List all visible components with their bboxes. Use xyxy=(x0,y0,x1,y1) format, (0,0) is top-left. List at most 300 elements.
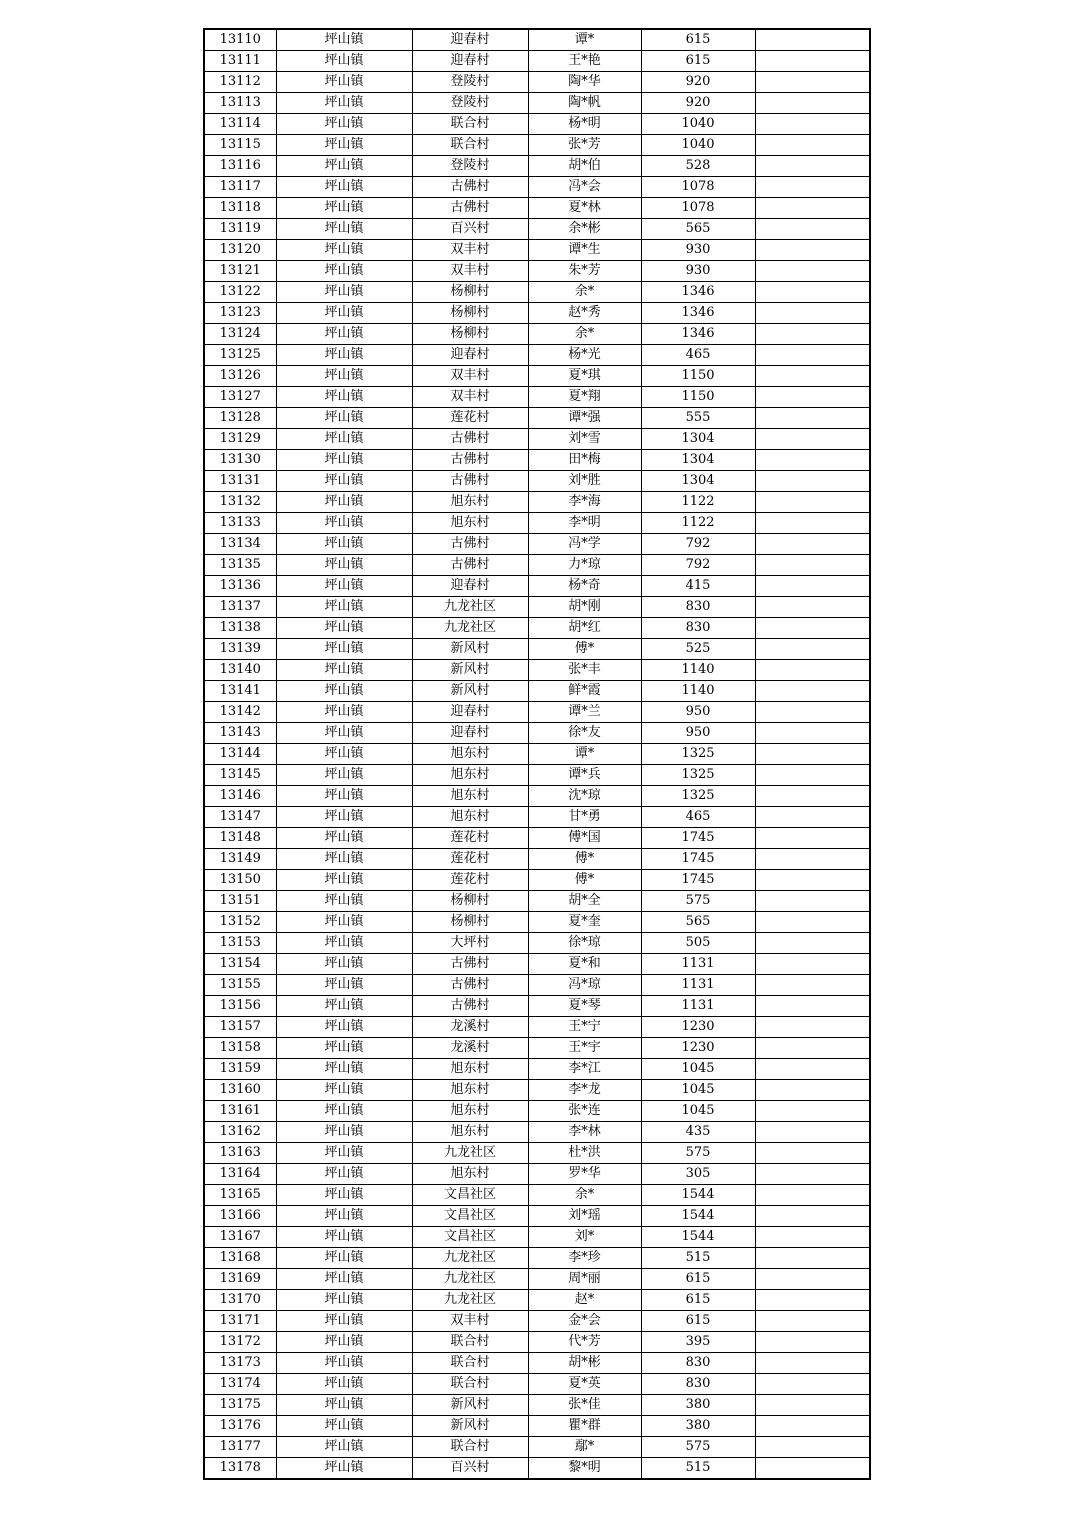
town-cell: 坪山镇 xyxy=(276,51,412,72)
name-cell: 李*林 xyxy=(528,1122,641,1143)
town-cell: 坪山镇 xyxy=(276,261,412,282)
town-cell: 坪山镇 xyxy=(276,1290,412,1311)
remark-cell xyxy=(755,1395,870,1416)
village-cell: 九龙社区 xyxy=(412,1248,528,1269)
name-cell: 鄢* xyxy=(528,1437,641,1458)
table-row xyxy=(204,702,870,723)
table-row xyxy=(204,429,870,450)
name-cell: 张*佳 xyxy=(528,1395,641,1416)
table-row xyxy=(204,1101,870,1122)
town-cell: 坪山镇 xyxy=(276,282,412,303)
village-cell: 登陵村 xyxy=(412,93,528,114)
remark-cell xyxy=(755,492,870,513)
table-row xyxy=(204,1143,870,1164)
amount-cell: 1140 xyxy=(641,681,755,702)
town-cell: 坪山镇 xyxy=(276,1017,412,1038)
town-cell: 坪山镇 xyxy=(276,1437,412,1458)
table-row xyxy=(204,1206,870,1227)
town-cell: 坪山镇 xyxy=(276,597,412,618)
name-cell: 杨*明 xyxy=(528,114,641,135)
town-cell: 坪山镇 xyxy=(276,1143,412,1164)
amount-cell: 1040 xyxy=(641,114,755,135)
amount-cell: 830 xyxy=(641,1374,755,1395)
row-number-cell: 13160 xyxy=(204,1080,276,1101)
table-row xyxy=(204,912,870,933)
remark-cell xyxy=(755,1458,870,1480)
remark-cell xyxy=(755,1206,870,1227)
village-cell: 旭东村 xyxy=(412,1122,528,1143)
remark-cell xyxy=(755,513,870,534)
name-cell: 余*彬 xyxy=(528,219,641,240)
amount-cell: 575 xyxy=(641,1437,755,1458)
remark-cell xyxy=(755,282,870,303)
row-number-cell: 13167 xyxy=(204,1227,276,1248)
amount-cell: 528 xyxy=(641,156,755,177)
town-cell: 坪山镇 xyxy=(276,198,412,219)
name-cell: 夏*琪 xyxy=(528,366,641,387)
row-number-cell: 13120 xyxy=(204,240,276,261)
village-cell: 古佛村 xyxy=(412,198,528,219)
row-number-cell: 13172 xyxy=(204,1332,276,1353)
row-number-cell: 13130 xyxy=(204,450,276,471)
row-number-cell: 13111 xyxy=(204,51,276,72)
remark-cell xyxy=(755,807,870,828)
remark-cell xyxy=(755,156,870,177)
name-cell: 沈*琼 xyxy=(528,786,641,807)
town-cell: 坪山镇 xyxy=(276,1395,412,1416)
town-cell: 坪山镇 xyxy=(276,681,412,702)
table-row xyxy=(204,828,870,849)
remark-cell xyxy=(755,450,870,471)
row-number-cell: 13118 xyxy=(204,198,276,219)
village-cell: 莲花村 xyxy=(412,408,528,429)
name-cell: 张*连 xyxy=(528,1101,641,1122)
town-cell: 坪山镇 xyxy=(276,1185,412,1206)
table-row xyxy=(204,177,870,198)
remark-cell xyxy=(755,639,870,660)
town-cell: 坪山镇 xyxy=(276,1374,412,1395)
town-cell: 坪山镇 xyxy=(276,891,412,912)
table-row xyxy=(204,765,870,786)
remark-cell xyxy=(755,849,870,870)
town-cell: 坪山镇 xyxy=(276,1080,412,1101)
name-cell: 田*梅 xyxy=(528,450,641,471)
amount-cell: 1122 xyxy=(641,513,755,534)
remark-cell xyxy=(755,702,870,723)
table-row xyxy=(204,1122,870,1143)
town-cell: 坪山镇 xyxy=(276,114,412,135)
row-number-cell: 13133 xyxy=(204,513,276,534)
table-row xyxy=(204,387,870,408)
amount-cell: 1045 xyxy=(641,1080,755,1101)
name-cell: 代*芳 xyxy=(528,1332,641,1353)
row-number-cell: 13163 xyxy=(204,1143,276,1164)
name-cell: 余* xyxy=(528,1185,641,1206)
amount-cell: 1304 xyxy=(641,429,755,450)
table-row xyxy=(204,471,870,492)
village-cell: 新风村 xyxy=(412,681,528,702)
table-row xyxy=(204,597,870,618)
row-number-cell: 13137 xyxy=(204,597,276,618)
table-row xyxy=(204,93,870,114)
amount-cell: 1325 xyxy=(641,765,755,786)
village-cell: 迎春村 xyxy=(412,51,528,72)
remark-cell xyxy=(755,828,870,849)
remark-cell xyxy=(755,1122,870,1143)
name-cell: 陶*华 xyxy=(528,72,641,93)
row-number-cell: 13147 xyxy=(204,807,276,828)
town-cell: 坪山镇 xyxy=(276,912,412,933)
name-cell: 鲜*霞 xyxy=(528,681,641,702)
town-cell: 坪山镇 xyxy=(276,786,412,807)
amount-cell: 1150 xyxy=(641,366,755,387)
remark-cell xyxy=(755,576,870,597)
amount-cell: 1078 xyxy=(641,198,755,219)
table-row xyxy=(204,492,870,513)
village-cell: 联合村 xyxy=(412,114,528,135)
name-cell: 王*宇 xyxy=(528,1038,641,1059)
name-cell: 刘*瑶 xyxy=(528,1206,641,1227)
remark-cell xyxy=(755,1080,870,1101)
remark-cell xyxy=(755,1269,870,1290)
table-row xyxy=(204,219,870,240)
town-cell: 坪山镇 xyxy=(276,177,412,198)
table-row xyxy=(204,681,870,702)
table-row xyxy=(204,807,870,828)
name-cell: 余* xyxy=(528,282,641,303)
name-cell: 谭* xyxy=(528,744,641,765)
amount-cell: 1230 xyxy=(641,1017,755,1038)
town-cell: 坪山镇 xyxy=(276,534,412,555)
row-number-cell: 13126 xyxy=(204,366,276,387)
remark-cell xyxy=(755,303,870,324)
row-number-cell: 13135 xyxy=(204,555,276,576)
row-number-cell: 13124 xyxy=(204,324,276,345)
village-cell: 莲花村 xyxy=(412,849,528,870)
row-number-cell: 13114 xyxy=(204,114,276,135)
row-number-cell: 13143 xyxy=(204,723,276,744)
village-cell: 旭东村 xyxy=(412,807,528,828)
row-number-cell: 13149 xyxy=(204,849,276,870)
row-number-cell: 13112 xyxy=(204,72,276,93)
town-cell: 坪山镇 xyxy=(276,450,412,471)
amount-cell: 565 xyxy=(641,219,755,240)
remark-cell xyxy=(755,870,870,891)
amount-cell: 615 xyxy=(641,1290,755,1311)
table-row xyxy=(204,1311,870,1332)
remark-cell xyxy=(755,765,870,786)
town-cell: 坪山镇 xyxy=(276,135,412,156)
table-row xyxy=(204,1227,870,1248)
town-cell: 坪山镇 xyxy=(276,576,412,597)
village-cell: 九龙社区 xyxy=(412,1269,528,1290)
table-row xyxy=(204,408,870,429)
table-row xyxy=(204,1416,870,1437)
amount-cell: 1131 xyxy=(641,954,755,975)
row-number-cell: 13161 xyxy=(204,1101,276,1122)
village-cell: 联合村 xyxy=(412,1437,528,1458)
amount-cell: 515 xyxy=(641,1248,755,1269)
remark-cell xyxy=(755,1038,870,1059)
town-cell: 坪山镇 xyxy=(276,702,412,723)
table-row xyxy=(204,1290,870,1311)
table-row xyxy=(204,1374,870,1395)
table-row xyxy=(204,513,870,534)
remark-cell xyxy=(755,1227,870,1248)
amount-cell: 950 xyxy=(641,702,755,723)
row-number-cell: 13134 xyxy=(204,534,276,555)
village-cell: 杨柳村 xyxy=(412,303,528,324)
amount-cell: 465 xyxy=(641,807,755,828)
name-cell: 周*丽 xyxy=(528,1269,641,1290)
village-cell: 旭东村 xyxy=(412,1059,528,1080)
village-cell: 九龙社区 xyxy=(412,1143,528,1164)
name-cell: 夏*琴 xyxy=(528,996,641,1017)
table-row xyxy=(204,261,870,282)
table-row xyxy=(204,618,870,639)
table-row xyxy=(204,891,870,912)
remark-cell xyxy=(755,135,870,156)
village-cell: 旭东村 xyxy=(412,765,528,786)
row-number-cell: 13110 xyxy=(204,29,276,51)
name-cell: 李*江 xyxy=(528,1059,641,1080)
town-cell: 坪山镇 xyxy=(276,240,412,261)
table-row xyxy=(204,1164,870,1185)
name-cell: 赵*秀 xyxy=(528,303,641,324)
remark-cell xyxy=(755,1185,870,1206)
amount-cell: 792 xyxy=(641,534,755,555)
amount-cell: 395 xyxy=(641,1332,755,1353)
town-cell: 坪山镇 xyxy=(276,1164,412,1185)
remark-cell xyxy=(755,1332,870,1353)
name-cell: 刘*胜 xyxy=(528,471,641,492)
table-row xyxy=(204,345,870,366)
remark-cell xyxy=(755,933,870,954)
remark-cell xyxy=(755,660,870,681)
name-cell: 朱*芳 xyxy=(528,261,641,282)
town-cell: 坪山镇 xyxy=(276,1227,412,1248)
remark-cell xyxy=(755,618,870,639)
table-row xyxy=(204,954,870,975)
village-cell: 登陵村 xyxy=(412,156,528,177)
village-cell: 古佛村 xyxy=(412,555,528,576)
name-cell: 夏*奎 xyxy=(528,912,641,933)
village-cell: 杨柳村 xyxy=(412,324,528,345)
table-row xyxy=(204,849,870,870)
amount-cell: 830 xyxy=(641,618,755,639)
remark-cell xyxy=(755,954,870,975)
village-cell: 龙溪村 xyxy=(412,1038,528,1059)
name-cell: 瞿*群 xyxy=(528,1416,641,1437)
amount-cell: 830 xyxy=(641,1353,755,1374)
town-cell: 坪山镇 xyxy=(276,219,412,240)
name-cell: 李*珍 xyxy=(528,1248,641,1269)
table-row xyxy=(204,51,870,72)
row-number-cell: 13131 xyxy=(204,471,276,492)
town-cell: 坪山镇 xyxy=(276,933,412,954)
name-cell: 夏*翔 xyxy=(528,387,641,408)
village-cell: 九龙社区 xyxy=(412,597,528,618)
village-cell: 龙溪村 xyxy=(412,1017,528,1038)
row-number-cell: 13127 xyxy=(204,387,276,408)
row-number-cell: 13162 xyxy=(204,1122,276,1143)
table-row xyxy=(204,198,870,219)
row-number-cell: 13117 xyxy=(204,177,276,198)
village-cell: 新风村 xyxy=(412,1395,528,1416)
village-cell: 古佛村 xyxy=(412,996,528,1017)
table-row xyxy=(204,870,870,891)
village-cell: 莲花村 xyxy=(412,828,528,849)
village-cell: 迎春村 xyxy=(412,345,528,366)
name-cell: 李*明 xyxy=(528,513,641,534)
table-row xyxy=(204,1080,870,1101)
row-number-cell: 13144 xyxy=(204,744,276,765)
village-cell: 联合村 xyxy=(412,135,528,156)
town-cell: 坪山镇 xyxy=(276,492,412,513)
town-cell: 坪山镇 xyxy=(276,954,412,975)
town-cell: 坪山镇 xyxy=(276,744,412,765)
village-cell: 大坪村 xyxy=(412,933,528,954)
remark-cell xyxy=(755,471,870,492)
name-cell: 谭*强 xyxy=(528,408,641,429)
amount-cell: 1745 xyxy=(641,828,755,849)
town-cell: 坪山镇 xyxy=(276,555,412,576)
name-cell: 张*丰 xyxy=(528,660,641,681)
row-number-cell: 13171 xyxy=(204,1311,276,1332)
row-number-cell: 13146 xyxy=(204,786,276,807)
village-cell: 迎春村 xyxy=(412,29,528,51)
amount-cell: 920 xyxy=(641,93,755,114)
name-cell: 陶*帆 xyxy=(528,93,641,114)
village-cell: 新风村 xyxy=(412,660,528,681)
amount-cell: 555 xyxy=(641,408,755,429)
village-cell: 旭东村 xyxy=(412,1164,528,1185)
row-number-cell: 13123 xyxy=(204,303,276,324)
table-row xyxy=(204,72,870,93)
remark-cell xyxy=(755,93,870,114)
town-cell: 坪山镇 xyxy=(276,1038,412,1059)
name-cell: 谭*兰 xyxy=(528,702,641,723)
village-cell: 双丰村 xyxy=(412,240,528,261)
remark-cell xyxy=(755,597,870,618)
name-cell: 冯*学 xyxy=(528,534,641,555)
table-row xyxy=(204,1269,870,1290)
amount-cell: 1140 xyxy=(641,660,755,681)
amount-cell: 415 xyxy=(641,576,755,597)
town-cell: 坪山镇 xyxy=(276,1353,412,1374)
town-cell: 坪山镇 xyxy=(276,828,412,849)
remark-cell xyxy=(755,891,870,912)
amount-cell: 950 xyxy=(641,723,755,744)
amount-cell: 1745 xyxy=(641,870,755,891)
amount-cell: 792 xyxy=(641,555,755,576)
table-row xyxy=(204,1248,870,1269)
town-cell: 坪山镇 xyxy=(276,366,412,387)
town-cell: 坪山镇 xyxy=(276,1269,412,1290)
amount-cell: 305 xyxy=(641,1164,755,1185)
amount-cell: 1078 xyxy=(641,177,755,198)
village-cell: 九龙社区 xyxy=(412,618,528,639)
row-number-cell: 13168 xyxy=(204,1248,276,1269)
row-number-cell: 13155 xyxy=(204,975,276,996)
village-cell: 迎春村 xyxy=(412,702,528,723)
table-row xyxy=(204,1017,870,1038)
name-cell: 力*琼 xyxy=(528,555,641,576)
row-number-cell: 13141 xyxy=(204,681,276,702)
remark-cell xyxy=(755,786,870,807)
town-cell: 坪山镇 xyxy=(276,996,412,1017)
table-row xyxy=(204,1038,870,1059)
town-cell: 坪山镇 xyxy=(276,156,412,177)
table-row xyxy=(204,996,870,1017)
amount-cell: 1045 xyxy=(641,1101,755,1122)
amount-cell: 1346 xyxy=(641,282,755,303)
town-cell: 坪山镇 xyxy=(276,1416,412,1437)
name-cell: 李*龙 xyxy=(528,1080,641,1101)
name-cell: 傅* xyxy=(528,870,641,891)
village-cell: 古佛村 xyxy=(412,534,528,555)
name-cell: 夏*和 xyxy=(528,954,641,975)
name-cell: 罗*华 xyxy=(528,1164,641,1185)
town-cell: 坪山镇 xyxy=(276,1059,412,1080)
row-number-cell: 13166 xyxy=(204,1206,276,1227)
row-number-cell: 13150 xyxy=(204,870,276,891)
village-cell: 联合村 xyxy=(412,1374,528,1395)
row-number-cell: 13148 xyxy=(204,828,276,849)
table-row xyxy=(204,114,870,135)
row-number-cell: 13139 xyxy=(204,639,276,660)
amount-cell: 830 xyxy=(641,597,755,618)
name-cell: 黎*明 xyxy=(528,1458,641,1480)
village-cell: 登陵村 xyxy=(412,72,528,93)
town-cell: 坪山镇 xyxy=(276,765,412,786)
row-number-cell: 13174 xyxy=(204,1374,276,1395)
row-number-cell: 13178 xyxy=(204,1458,276,1480)
remark-cell xyxy=(755,1416,870,1437)
row-number-cell: 13165 xyxy=(204,1185,276,1206)
row-number-cell: 13113 xyxy=(204,93,276,114)
row-number-cell: 13121 xyxy=(204,261,276,282)
table-row xyxy=(204,1458,870,1480)
table-row xyxy=(204,1437,870,1458)
name-cell: 傅* xyxy=(528,849,641,870)
name-cell: 谭*兵 xyxy=(528,765,641,786)
amount-cell: 515 xyxy=(641,1458,755,1480)
amount-cell: 575 xyxy=(641,1143,755,1164)
remark-cell xyxy=(755,1164,870,1185)
town-cell: 坪山镇 xyxy=(276,345,412,366)
remark-cell xyxy=(755,387,870,408)
amount-cell: 575 xyxy=(641,891,755,912)
row-number-cell: 13129 xyxy=(204,429,276,450)
remark-cell xyxy=(755,534,870,555)
table-row xyxy=(204,1332,870,1353)
row-number-cell: 13136 xyxy=(204,576,276,597)
remark-cell xyxy=(755,261,870,282)
name-cell: 刘*雪 xyxy=(528,429,641,450)
village-cell: 旭东村 xyxy=(412,1101,528,1122)
table-row xyxy=(204,156,870,177)
remark-cell xyxy=(755,1290,870,1311)
village-cell: 杨柳村 xyxy=(412,891,528,912)
table-row xyxy=(204,1185,870,1206)
name-cell: 傅* xyxy=(528,639,641,660)
amount-cell: 505 xyxy=(641,933,755,954)
table-row xyxy=(204,303,870,324)
town-cell: 坪山镇 xyxy=(276,387,412,408)
amount-cell: 615 xyxy=(641,1269,755,1290)
village-cell: 古佛村 xyxy=(412,975,528,996)
